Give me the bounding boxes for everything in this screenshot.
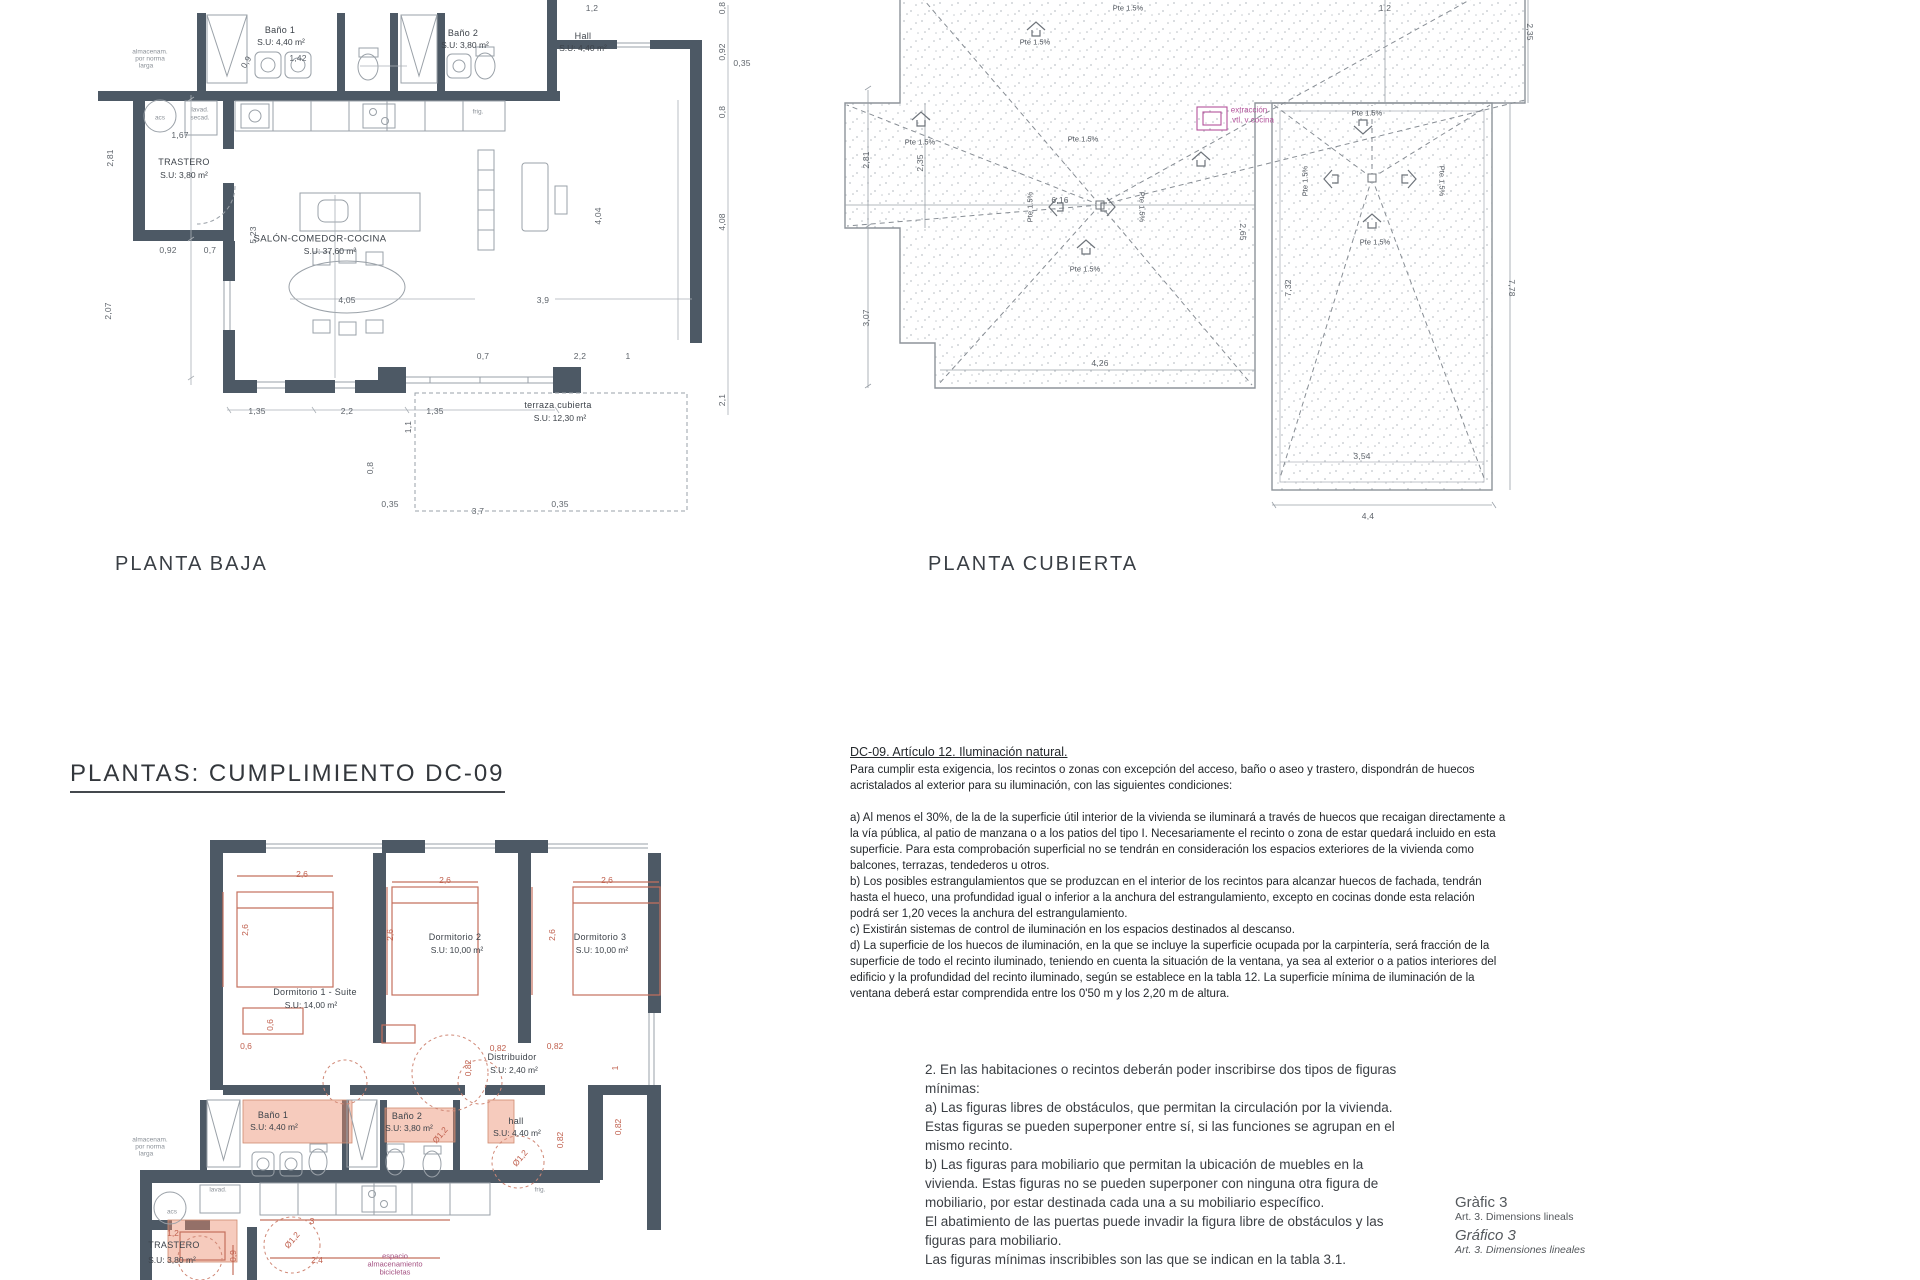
- dimension-label: 2,2: [573, 351, 587, 361]
- annotation-label: acs: [166, 1208, 178, 1216]
- dimension-label: 3,7: [471, 506, 485, 516]
- dimension-label: 2,6: [240, 924, 250, 936]
- room-label: Distribuidor: [487, 1052, 537, 1062]
- dc09-article-title: DC-09. Artículo 12. Iluminación natural.: [850, 745, 1068, 759]
- room-area-label: S.U: 3,80 m²: [385, 1123, 433, 1133]
- fixtures: [154, 844, 654, 1224]
- slope-label: Pte 1.5%: [1025, 191, 1035, 223]
- dimension-label: 0,82: [489, 1043, 507, 1053]
- dimension-label: 0,35: [381, 499, 399, 509]
- grafic-subtitle-es: Art. 3. Dimensiones lineales: [1455, 1244, 1586, 1256]
- slope-label: Pte 1.5%: [1112, 3, 1144, 13]
- dimension-label: 2,6: [439, 875, 451, 885]
- room-label: Dormitorio 2: [428, 932, 482, 942]
- annotation-label: frig.: [472, 108, 484, 116]
- room-label: TRASTERO: [148, 1240, 200, 1250]
- dimension-label: Ø1,2: [282, 1229, 302, 1251]
- slope-label: Pte 1.5%: [1300, 165, 1310, 197]
- room-label: TRASTERO: [158, 157, 210, 167]
- annotation-label: por norma: [135, 55, 165, 63]
- dimension-label: 1,35: [426, 406, 444, 416]
- note-label: almacenamiento: [367, 1259, 423, 1269]
- annotation-label: secad.: [190, 114, 210, 122]
- dimension-label: 3,9: [536, 295, 550, 305]
- dc09-paragraph-c: c) Existirán sistemas de control de iluminación en los espacios destinados al descanso.: [850, 924, 1295, 936]
- grafic-caption: [1455, 1194, 1585, 1260]
- slope-label: Pte 1.5%: [1437, 165, 1447, 197]
- slope-label: Pte 1.5%: [1359, 237, 1391, 247]
- room-area-label: S.U: 12,30 m²: [533, 413, 587, 423]
- dimension-label: 1: [625, 351, 631, 361]
- planta-cubierta-title: PLANTA CUBIERTA: [928, 553, 1139, 575]
- annotation-label: larga: [138, 62, 154, 70]
- dimension-label: 4,05: [338, 295, 356, 305]
- dc09-paragraph-a: a) Al menos el 30%, de la de la superficie útil interior de la vivienda se iluminará a través de huecos que recaigan directamente a la vía pública, al patio de manzana o a los patios del tipo I. Necesariamente el recinto o zona de estar quedará incluido en esta superficie. Para esta comprobación superficial no se tendrán en consideración los espacios exteriores de la vivienda como balcones, terrazas, tendederos u otros.: [850, 812, 1506, 872]
- room-area-label: S.U: 14,00 m²: [284, 1000, 338, 1010]
- dimension-label: 3: [309, 1216, 315, 1226]
- dc09-paragraph-d: d) La superficie de los huecos de iluminación, en la que se incluye la superficie ocupada por la carpintería, será fracción de la superficie de todo el recinto iluminado, teniendo en cuenta la situación de la ventana, ya sea al exterior o a patios interiores del edificio y la profundidad del recinto iluminado, según se establece en la tabla 12. La superficie mínima de iluminación de la ventana deberá estar comprendida entre los 0'50 m y los 2,20 m de altura.: [850, 940, 1497, 1000]
- dimension-label: 0,35: [551, 499, 569, 509]
- dimension-label: 1,2: [167, 1228, 179, 1238]
- dimension-label: 7,32: [1283, 279, 1293, 297]
- vent-label: vtl. v cocina: [1232, 115, 1274, 125]
- dimension-label: 1: [610, 1065, 620, 1071]
- slope-label: Pte 1.5%: [1351, 108, 1383, 118]
- dimension-lines: [188, 5, 728, 415]
- roof-plan-drawing: [830, 0, 1590, 545]
- dimension-label: 2,6: [547, 929, 557, 941]
- dimension-label: 2,07: [103, 302, 113, 320]
- room-area-label: S.U: 4,40 m²: [493, 1128, 541, 1138]
- dimension-label: 0,82: [463, 1059, 473, 1077]
- dimension-label: 7,78: [1507, 279, 1517, 297]
- dimension-label: Ø1,2: [430, 1124, 450, 1146]
- dimension-label: 2,81: [105, 149, 115, 167]
- dimension-label: 0,92: [159, 245, 177, 255]
- dimension-label: 0,8: [717, 1, 727, 15]
- slope-label: Pte 1.5%: [1137, 191, 1147, 223]
- dimension-label: 0,82: [546, 1041, 564, 1051]
- vent-label: extracción: [1230, 105, 1268, 115]
- figures-paragraph-b: b) Las figuras para mobiliario que permitan la ubicación de muebles en la vivienda. Estas figuras no se pueden superponer con ninguna otra figura de mobiliario, por estar destinada cada una a su mobiliario específico.: [925, 1157, 1379, 1210]
- room-label: Baño 1: [264, 25, 296, 35]
- dimension-label: 2,81: [861, 151, 871, 169]
- room-area-label: S.U: 4,40 m²: [250, 1122, 298, 1132]
- dimension-label: 0,6: [240, 1041, 252, 1051]
- dimension-label: 0,8: [365, 461, 375, 475]
- grafic-title-ca: Gràfic 3: [1455, 1194, 1508, 1211]
- annotation-label: lavad.: [191, 106, 209, 114]
- room-label: SALÓN-COMEDOR-COCINA: [253, 233, 387, 245]
- dimension-label: 6,16: [1051, 195, 1069, 205]
- dimension-label: 0,7: [476, 351, 490, 361]
- room-label: Dormitorio 3: [573, 932, 627, 942]
- dimension-label: 0,92: [717, 43, 727, 61]
- dc09-compliance-plan-drawing: [140, 830, 780, 1280]
- dimension-label: 2,6: [296, 869, 308, 879]
- dimension-label: 3,54: [1353, 451, 1371, 461]
- annotation-label: almacenam.: [132, 1136, 168, 1144]
- walls: [140, 840, 661, 1280]
- dimension-label: Ø1,2: [510, 1147, 530, 1169]
- dimension-label: 1,2: [1378, 3, 1392, 13]
- slope-label: Pte 1.5%: [1069, 264, 1101, 274]
- ground-floor-plan-drawing: [85, 0, 810, 545]
- figures-paragraph-doors: El abatimiento de las puertas puede invadir la figura libre de obstáculos y las figuras para mobiliario.: [925, 1214, 1384, 1248]
- room-area-label: S.U: 10,00 m²: [430, 945, 484, 955]
- dimension-label: 3,07: [861, 309, 871, 327]
- room-area-label: S.U: 3,80 m²: [441, 40, 489, 50]
- room-label: hall: [508, 1116, 524, 1126]
- dimension-label: 2,1: [717, 393, 727, 407]
- dimension-label: 0,35: [733, 58, 751, 68]
- page-heading: PLANTAS: CUMPLIMIENTO DC-09: [70, 760, 505, 793]
- annotation-label: acs: [154, 114, 166, 122]
- slope-label: Pte 1.5%: [1019, 37, 1051, 47]
- dimension-label: 0,8: [717, 105, 727, 119]
- annotation-label: lavad.: [209, 1186, 227, 1194]
- dimension-label: 0,6: [265, 1019, 275, 1031]
- room-label: Baño 1: [257, 1110, 289, 1120]
- dimension-label: 2,35: [915, 154, 925, 172]
- grafic-subtitle-ca: Art. 3. Dimensions lineals: [1455, 1211, 1574, 1223]
- figures-intro: 2. En las habitaciones o recintos deberán poder inscribirse dos tipos de figuras mínimas:: [925, 1062, 1397, 1096]
- minimum-figures-text: [925, 1060, 1403, 1269]
- dimension-label: 2,2: [340, 406, 354, 416]
- slope-label: Pte 1.5%: [904, 137, 936, 147]
- room-area-label: S.U: 2,40 m²: [490, 1065, 538, 1075]
- dimension-label: 4,04: [593, 207, 603, 225]
- room-label: Dormitorio 1 - Suite: [273, 987, 357, 997]
- dimension-label: 2,4: [311, 1255, 323, 1265]
- figures-paragraph-a: a) Las figuras libres de obstáculos, que permitan la circulación por la vivienda. Estas figuras se pueden superponer entre sí, si las funciones se agrupan en el mismo recinto.: [925, 1100, 1395, 1153]
- room-label: terraza cubierta: [524, 400, 592, 410]
- figures-paragraph-table: Las figuras mínimas inscribibles son las que se indican en la tabla 3.1.: [925, 1252, 1346, 1267]
- room-area-label: S.U: 3,80 m²: [160, 170, 208, 180]
- dimension-label: 5,23: [248, 226, 258, 244]
- roof-surfaces: [845, 0, 1525, 490]
- annotation-label: por norma: [135, 1143, 165, 1151]
- room-label: Baño 2: [391, 1111, 423, 1121]
- dimension-label: 1,35: [248, 406, 266, 416]
- dc09-paragraph: Para cumplir esta exigencia, los recintos o zonas con excepción del acceso, baño o aseo y trastero, dispondrán de huecos acristalados al exterior para su iluminación, con las siguientes condiciones:: [850, 764, 1475, 792]
- dimension-label: 0,9: [228, 1250, 238, 1262]
- note-label: espacio: [382, 1251, 408, 1261]
- dimension-label: 0,9: [238, 54, 254, 70]
- dimension-label: 2,6: [385, 929, 395, 941]
- room-area-label: S.U: 10,00 m²: [575, 945, 629, 955]
- terrace-outline: [197, 186, 687, 511]
- dimension-label: 4,26: [1091, 358, 1109, 368]
- dimension-label: 0,82: [613, 1118, 623, 1136]
- dc09-article-text: [850, 744, 1506, 1002]
- grafic-title-es: Gráfico 3: [1455, 1227, 1516, 1244]
- dimension-label: 0,7: [203, 245, 217, 255]
- dimension-label: 1,2: [585, 3, 599, 13]
- dimension-label: 1,1: [403, 420, 413, 434]
- room-label: Baño 2: [447, 28, 479, 38]
- annotation-label: larga: [138, 1150, 154, 1158]
- room-area-label: S.U: 3,80 m²: [148, 1255, 196, 1265]
- dimension-label: 0,82: [555, 1131, 565, 1149]
- slope-label: Pte 1.5%: [1067, 134, 1099, 144]
- dimension-label: 4,08: [717, 213, 727, 231]
- dimension-label: 2,6: [601, 875, 613, 885]
- note-label: bicicletas: [379, 1267, 411, 1277]
- planta-baja-title: PLANTA BAJA: [115, 553, 268, 575]
- room-area-label: S.U: 4,40 m²: [559, 43, 607, 53]
- room-area-label: S.U: 37,60 m²: [303, 246, 357, 256]
- dimension-label: 2,65: [1238, 223, 1248, 241]
- walls: [98, 0, 702, 393]
- annotation-label: frig.: [534, 1186, 546, 1194]
- dc09-paragraph-b: b) Los posibles estrangulamientos que se produzcan en el interior de los recintos para alcanzar huecos de fachada, tendrán hasta el hueco, una profundidad igual o inferior a la anchura del estrangulamiento, excepto en cocinas donde esta relación podrá ser 1,20 veces la anchura del estrangulamiento.: [850, 876, 1482, 920]
- annotation-label: almacenam.: [132, 48, 168, 56]
- dimension-label: 2,35: [1525, 23, 1535, 41]
- room-area-label: S.U: 4,40 m²: [257, 37, 305, 47]
- dimension-label: 1,67: [171, 130, 189, 140]
- dimension-label: 4,4: [1361, 511, 1375, 521]
- room-label: Hall: [574, 31, 592, 41]
- dimension-label: 1,42: [289, 53, 307, 63]
